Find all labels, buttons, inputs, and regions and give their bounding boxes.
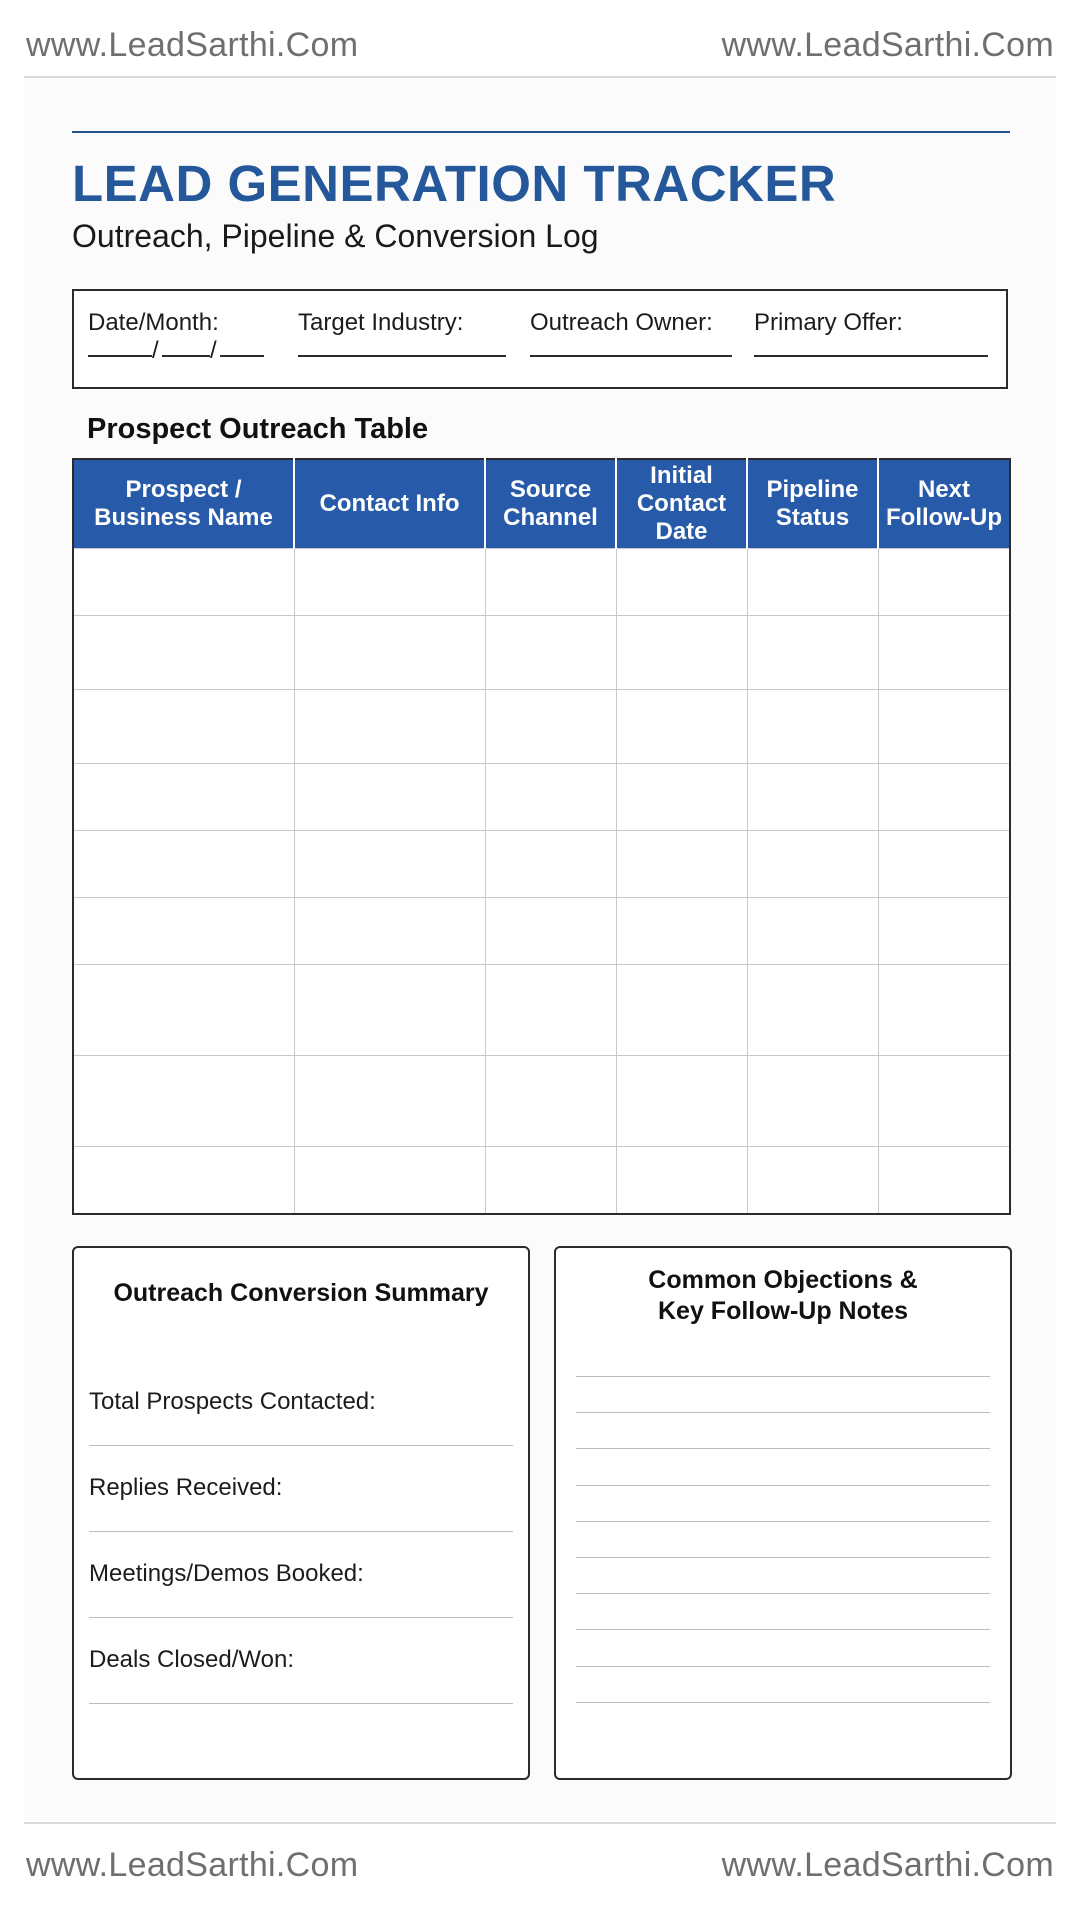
table-cell[interactable] [616, 616, 747, 690]
date-year-line[interactable] [220, 355, 264, 357]
table-section-title: Prospect Outreach Table [87, 413, 429, 445]
table-cell[interactable] [747, 690, 878, 764]
owner-line[interactable] [530, 355, 732, 357]
note-line[interactable] [576, 1702, 990, 1703]
watermark-divider-bottom [24, 1822, 1056, 1824]
table-cell[interactable] [616, 898, 747, 965]
note-line[interactable] [576, 1629, 990, 1630]
table-cell[interactable] [878, 764, 1010, 831]
table-cell[interactable] [294, 831, 485, 898]
table-header-row [73, 459, 1010, 549]
summary-title: Outreach Conversion Summary [113, 1279, 489, 1307]
table-cell[interactable] [73, 616, 294, 690]
column-header-prospect: Prospect / Business Name [73, 459, 294, 549]
offer-field [754, 309, 903, 337]
note-line[interactable] [576, 1485, 990, 1486]
table-cell[interactable] [616, 549, 747, 616]
table-cell[interactable] [485, 549, 616, 616]
table-cell[interactable] [294, 764, 485, 831]
table-cell[interactable] [616, 764, 747, 831]
table-row [73, 965, 1010, 1056]
table-cell[interactable] [616, 1056, 747, 1147]
date-separator: / [210, 337, 217, 364]
table-row [73, 690, 1010, 764]
watermark-top-left: www.LeadSarthi.Com [26, 26, 359, 64]
metric-meetings-line[interactable] [89, 1617, 513, 1618]
column-header-initial-contact-date: Initial Contact Date [616, 459, 747, 549]
owner-field [530, 309, 713, 337]
table-cell[interactable] [616, 690, 747, 764]
table-cell[interactable] [73, 898, 294, 965]
objections-notes-panel [554, 1246, 1012, 1780]
table-cell[interactable] [73, 764, 294, 831]
info-fields-box [72, 289, 1008, 389]
table-cell[interactable] [878, 831, 1010, 898]
table-cell[interactable] [878, 616, 1010, 690]
table-cell[interactable] [747, 831, 878, 898]
notes-title: Common Objections & Key Follow-Up Notes [648, 1266, 918, 1325]
table-row [73, 898, 1010, 965]
date-day-line[interactable] [88, 355, 152, 357]
table-cell[interactable] [616, 1147, 747, 1214]
table-row [73, 1056, 1010, 1147]
table-cell[interactable] [747, 965, 878, 1056]
metric-total-contacted-label: Total Prospects Contacted: [89, 1388, 376, 1415]
metric-meetings-label: Meetings/Demos Booked: [89, 1560, 364, 1587]
table-cell[interactable] [878, 690, 1010, 764]
table-row [73, 1147, 1010, 1214]
table-cell[interactable] [485, 1147, 616, 1214]
column-header-next-follow-up: Next Follow-Up [878, 459, 1010, 549]
table-cell[interactable] [294, 898, 485, 965]
table-cell[interactable] [878, 1056, 1010, 1147]
table-cell[interactable] [616, 831, 747, 898]
table-cell[interactable] [294, 1147, 485, 1214]
date-label: Date/Month: [88, 309, 219, 336]
table-cell[interactable] [294, 616, 485, 690]
table-cell[interactable] [485, 965, 616, 1056]
table-cell[interactable] [878, 1147, 1010, 1214]
note-line[interactable] [576, 1666, 990, 1667]
table-row [73, 831, 1010, 898]
table-cell[interactable] [747, 1147, 878, 1214]
table-cell[interactable] [485, 898, 616, 965]
date-month-line[interactable] [162, 355, 210, 357]
date-separator: / [152, 337, 159, 364]
table-cell[interactable] [747, 764, 878, 831]
table-row [73, 764, 1010, 831]
table-cell[interactable] [294, 965, 485, 1056]
metric-deals-label: Deals Closed/Won: [89, 1646, 294, 1673]
watermark-bottom-left: www.LeadSarthi.Com [26, 1846, 359, 1884]
table-cell[interactable] [294, 690, 485, 764]
table-cell[interactable] [73, 690, 294, 764]
column-header-source-channel: Source Channel [485, 459, 616, 549]
watermark-bottom-right: www.LeadSarthi.Com [721, 1846, 1054, 1884]
table-cell[interactable] [485, 1056, 616, 1147]
table-row [73, 616, 1010, 690]
table-cell[interactable] [485, 616, 616, 690]
column-header-contact-info: Contact Info [294, 459, 485, 549]
table-cell[interactable] [878, 898, 1010, 965]
note-line[interactable] [576, 1521, 990, 1522]
owner-label: Outreach Owner: [530, 309, 713, 336]
watermark-top-right: www.LeadSarthi.Com [721, 26, 1054, 64]
note-line[interactable] [576, 1557, 990, 1558]
industry-line[interactable] [298, 355, 506, 357]
table-cell[interactable] [73, 831, 294, 898]
note-line[interactable] [576, 1412, 990, 1413]
table-cell[interactable] [878, 549, 1010, 616]
conversion-summary-panel [72, 1246, 530, 1780]
table-cell[interactable] [73, 1147, 294, 1214]
table-cell[interactable] [485, 690, 616, 764]
header-rule [72, 131, 1010, 133]
note-line[interactable] [576, 1448, 990, 1449]
table-cell[interactable] [616, 965, 747, 1056]
table-cell[interactable] [73, 965, 294, 1056]
date-field [88, 309, 219, 337]
table-cell[interactable] [747, 898, 878, 965]
table-cell[interactable] [485, 831, 616, 898]
note-line[interactable] [576, 1593, 990, 1594]
metric-total-contacted-line[interactable] [89, 1445, 513, 1446]
prospect-outreach-table [72, 458, 1011, 1215]
note-line[interactable] [576, 1376, 990, 1377]
table-cell[interactable] [878, 965, 1010, 1056]
page-subtitle: Outreach, Pipeline & Conversion Log [72, 218, 599, 254]
metric-replies-line[interactable] [89, 1531, 513, 1532]
column-header-pipeline-status: Pipeline Status [747, 459, 878, 549]
table-cell[interactable] [73, 549, 294, 616]
metric-deals-line[interactable] [89, 1703, 513, 1704]
offer-label: Primary Offer: [754, 309, 903, 336]
table-cell[interactable] [485, 764, 616, 831]
table-body [73, 549, 1010, 1214]
table-cell[interactable] [73, 1056, 294, 1147]
offer-line[interactable] [754, 355, 988, 357]
table-cell[interactable] [747, 549, 878, 616]
industry-field [298, 309, 463, 337]
table-row [73, 549, 1010, 616]
table-cell[interactable] [294, 549, 485, 616]
table-cell[interactable] [747, 1056, 878, 1147]
table-cell[interactable] [294, 1056, 485, 1147]
industry-label: Target Industry: [298, 309, 464, 336]
table-cell[interactable] [747, 616, 878, 690]
metric-replies-label: Replies Received: [89, 1474, 283, 1501]
page-title: LEAD GENERATION TRACKER [72, 155, 837, 212]
